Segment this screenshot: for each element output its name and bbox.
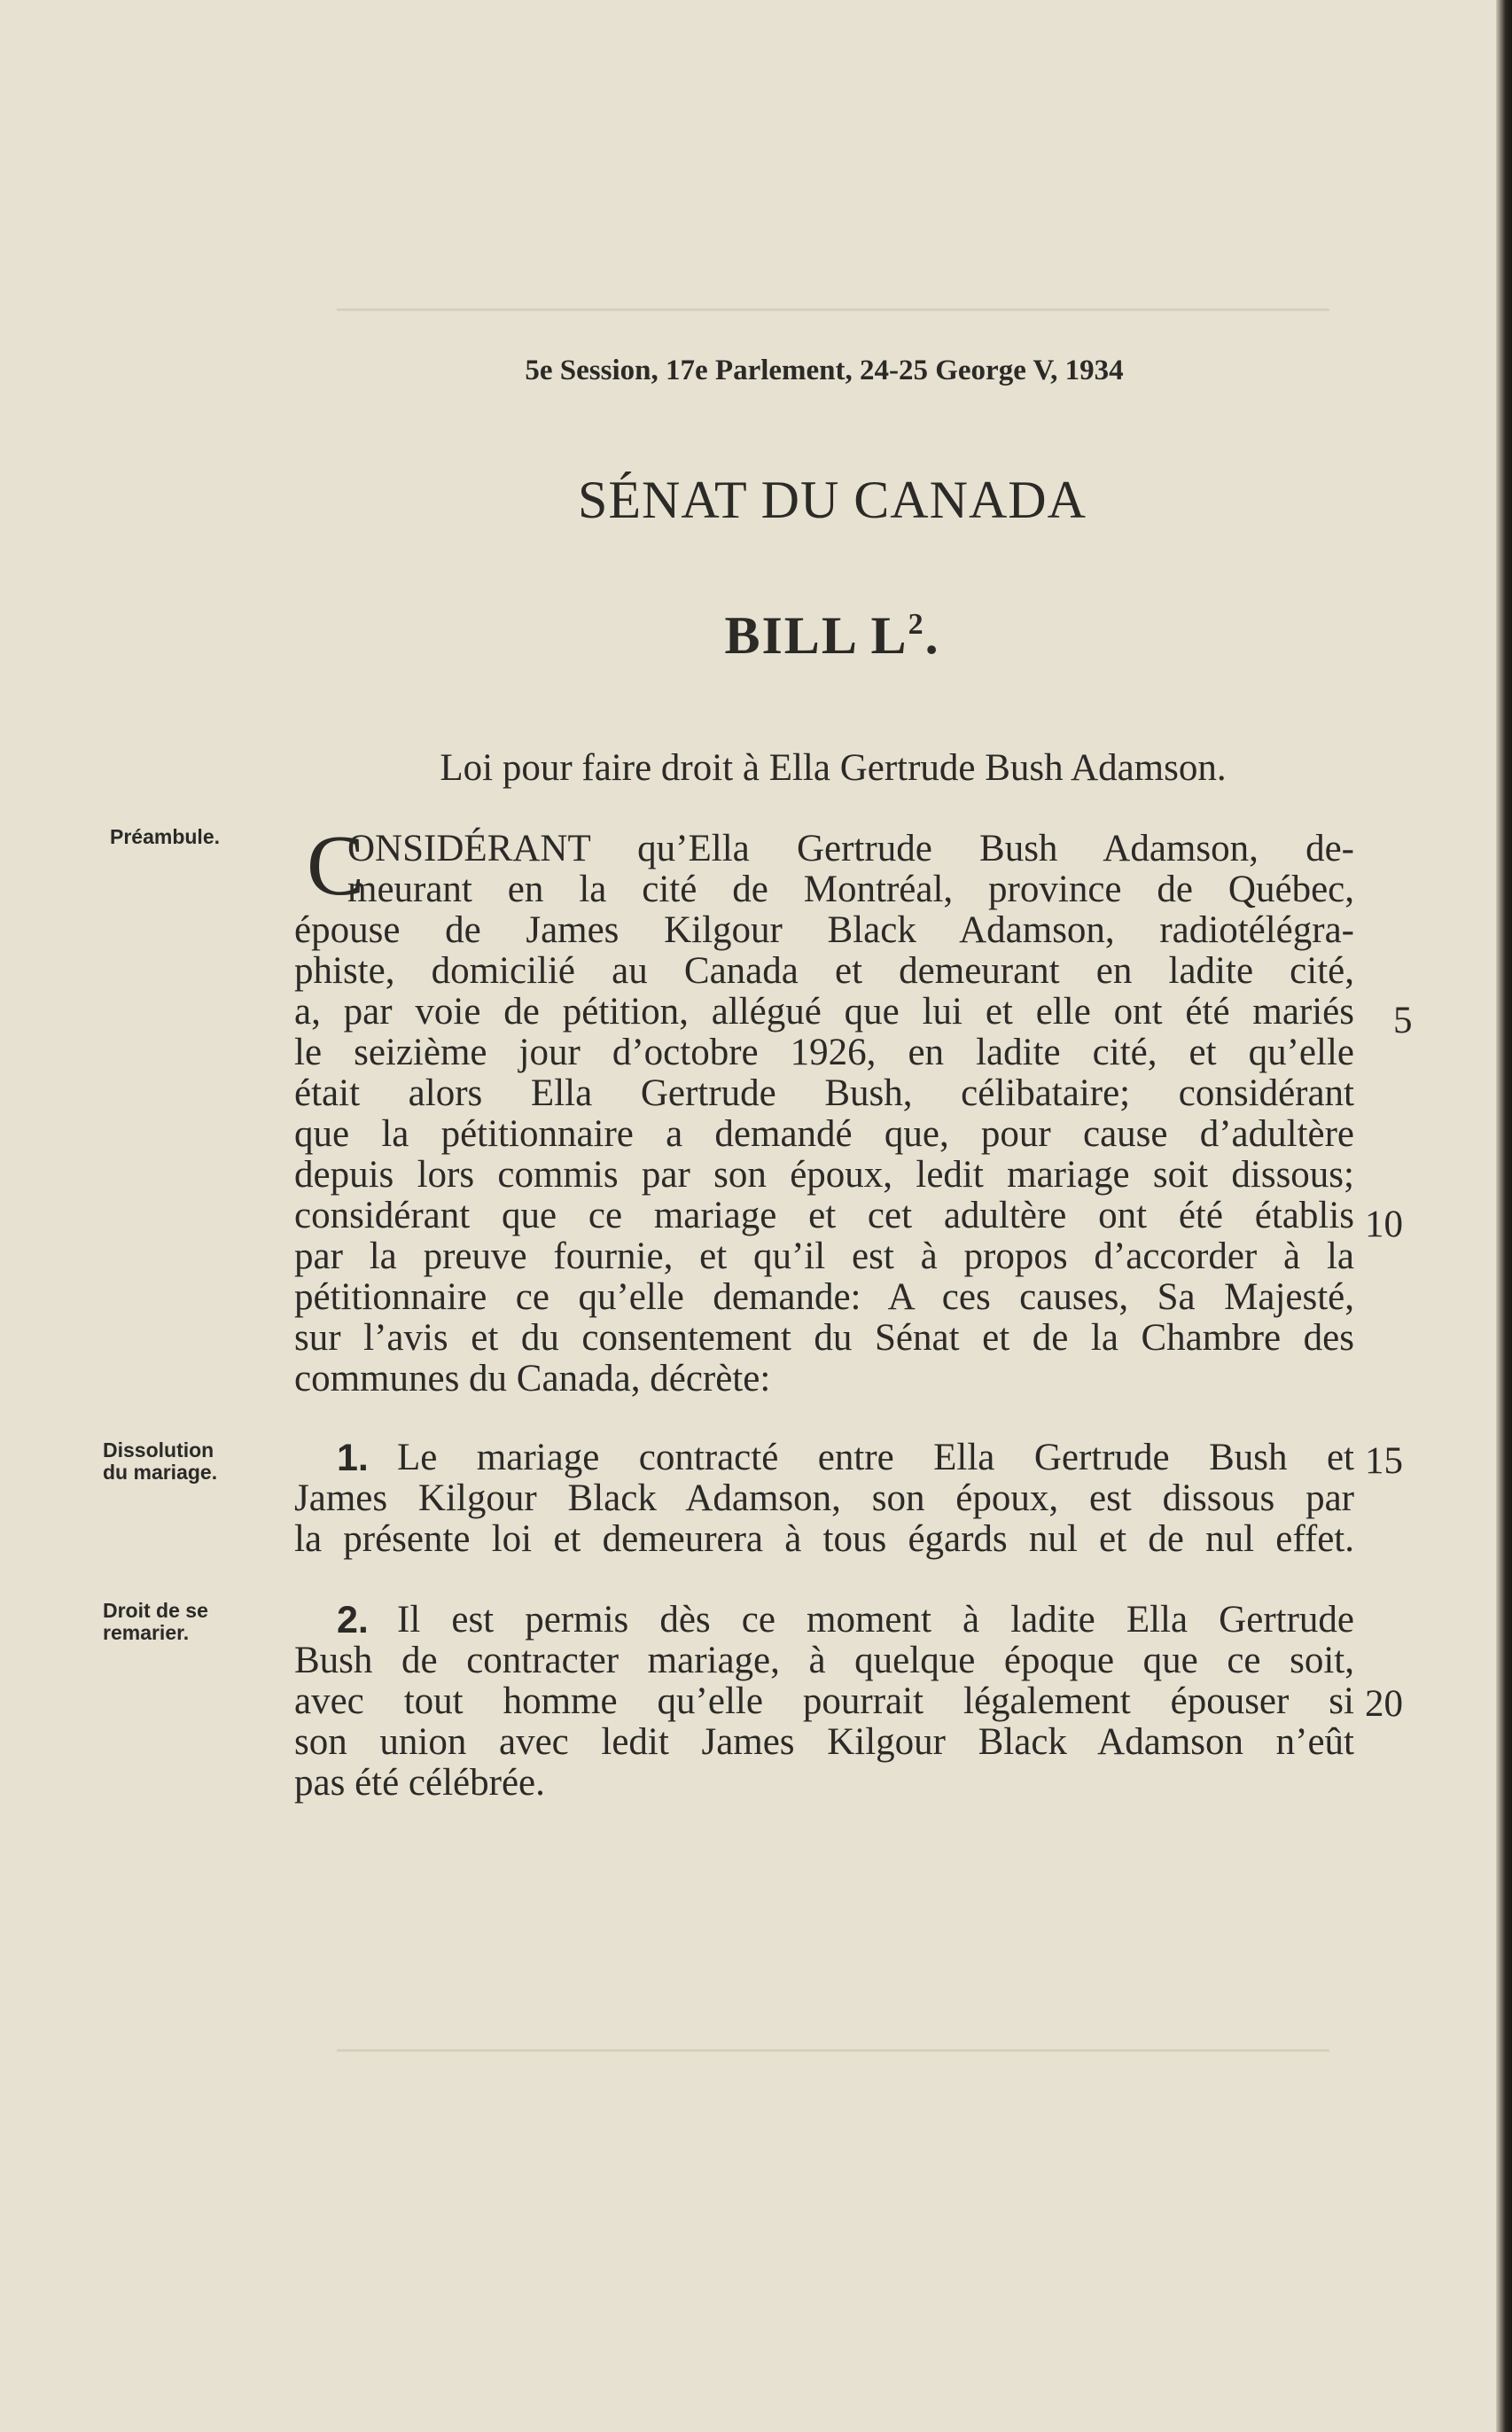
margin-note-line: Dissolution — [103, 1438, 214, 1462]
preamble-line: que la pétitionnaire a demandé que, pour cause d’adultère — [294, 1113, 1354, 1155]
senate-title: SÉNAT DU CANADA — [578, 471, 1087, 529]
section-1-line: Le mariage contracté entre Ella Gertrude Bush et — [397, 1437, 1354, 1478]
preamble-line: ONSIDÉRANT qu’Ella Gertrude Bush Adamson, de- — [347, 828, 1354, 869]
line-number: 10 — [1365, 1204, 1403, 1245]
bill-suffix: . — [924, 606, 940, 665]
section-1-line: la présente loi et demeurera à tous égards nul et de nul effet. — [294, 1518, 1354, 1560]
line-number: 20 — [1365, 1683, 1403, 1725]
show-through-rule — [337, 2049, 1329, 2052]
section-2-line: Il est permis dès ce moment à ladite Ella Gertrude — [397, 1599, 1354, 1641]
preamble-line: depuis lors commis par son époux, ledit mariage soit dissous; — [294, 1154, 1354, 1196]
section-number: 2. — [337, 1599, 369, 1641]
margin-note-remarry — [103, 1600, 208, 1644]
preamble-line: était alors Ella Gertrude Bush, célibataire; considérant — [294, 1072, 1354, 1114]
margin-note-line: remarier. — [103, 1621, 190, 1644]
preamble-line: meurant en la cité de Montréal, province de Québec, — [347, 869, 1354, 910]
preamble-line: communes du Canada, décrète: — [294, 1358, 771, 1399]
bill-text: BILL L — [724, 606, 908, 665]
preamble-line: a, par voie de pétition, allégué que lui et elle ont été mariés — [294, 991, 1354, 1033]
margin-note-line: du mariage. — [103, 1461, 218, 1484]
section-1-line: James Kilgour Black Adamson, son époux, est dissous par — [294, 1477, 1354, 1519]
margin-note-preamble: Préambule. — [110, 825, 220, 848]
section-2-line: pas été célébrée. — [294, 1762, 545, 1804]
section-2-line: son union avec ledit James Kilgour Black Adamson n’eût — [294, 1721, 1354, 1763]
preamble-line: phiste, domicilié au Canada et demeurant en ladite cité, — [294, 950, 1354, 992]
line-number: 15 — [1365, 1440, 1403, 1482]
preamble-line: le seizième jour d’octobre 1926, en ladite cité, et qu’elle — [294, 1032, 1354, 1073]
section-2-number — [337, 1600, 399, 1641]
long-title: Loi pour faire droit à Ella Gertrude Bush Adamson. — [440, 747, 1227, 789]
section-number: 1. — [337, 1437, 369, 1479]
section-2-line: Bush de contracter mariage, à quelque époque que ce soit, — [294, 1640, 1354, 1681]
line-number: 5 — [1393, 1000, 1413, 1041]
preamble-line: épouse de James Kilgour Black Adamson, radiotélégra- — [294, 909, 1354, 951]
margin-note-dissolution — [103, 1439, 217, 1484]
preamble-line: considérant que ce mariage et cet adultère ont été établis — [294, 1195, 1354, 1236]
show-through-rule — [337, 308, 1329, 311]
section-2-line: avec tout homme qu’elle pourrait légalement épouser si — [294, 1680, 1354, 1722]
drop-cap: C — [307, 818, 365, 914]
section-1-number — [337, 1438, 399, 1478]
bill-superscript: 2 — [908, 608, 925, 641]
preamble-line: sur l’avis et du consentement du Sénat et de la Chambre des — [294, 1317, 1354, 1359]
bill-title — [0, 605, 1512, 666]
margin-note-line: Droit de se — [103, 1599, 208, 1622]
session-header: 5e Session, 17e Parlement, 24-25 George V, 1934 — [525, 355, 1124, 386]
preamble-line: par la preuve fournie, et qu’il est à propos d’accorder à la — [294, 1235, 1354, 1277]
preamble-line: pétitionnaire ce qu’elle demande: A ces causes, Sa Majesté, — [294, 1276, 1354, 1318]
